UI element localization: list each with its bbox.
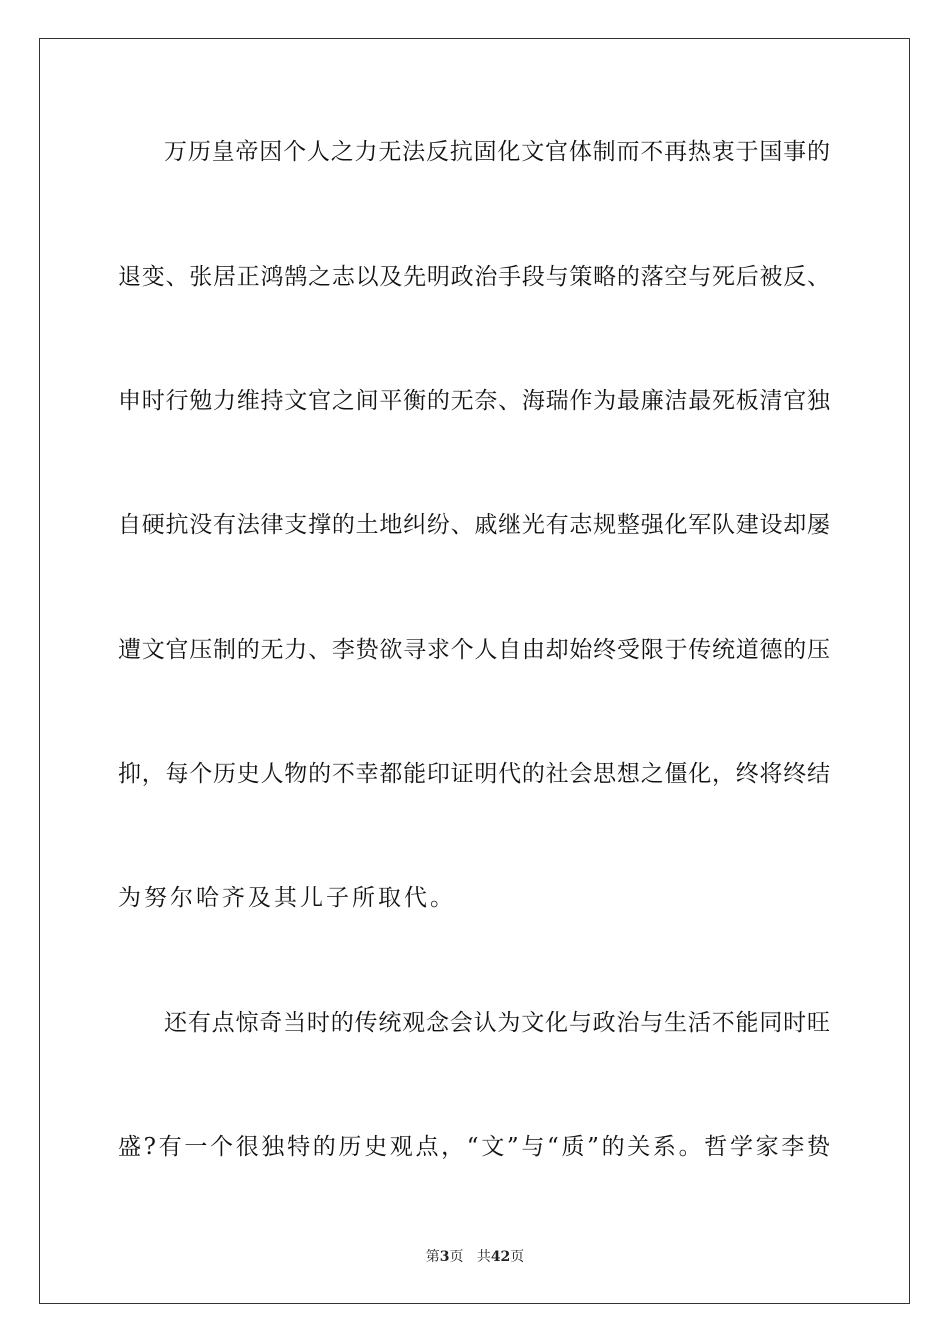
paragraph-2-line-1: 还有点惊奇当时的传统观念会认为文化与政治与生活不能同时旺 <box>164 1010 830 1036</box>
paragraph-1-line-2: 退变、张居正鸿鹄之志以及先明政治手段与策略的落空与死后被反、 <box>118 264 830 290</box>
footer-page-prefix: 第 <box>425 1249 440 1265</box>
paragraph-1-line-1: 万历皇帝因个人之力无法反抗固化文官体制而不再热衷于国事的 <box>164 139 830 165</box>
paragraph-1-line-5: 遭文官压制的无力、李贽欲寻求个人自由却始终受限于传统道德的压 <box>118 637 830 663</box>
paragraph-1-line-6: 抑，每个历史人物的不幸都能印证明代的社会思想之僵化，终将终结 <box>118 761 830 787</box>
footer-total-pages: 42 <box>490 1249 511 1265</box>
paragraph-2-line-2: 盛?有一个很独特的历史观点，“文”与“质”的关系。哲学家李贽 <box>118 1134 830 1160</box>
paragraph-1-line-7: 为努尔哈齐及其儿子所取代。 <box>118 885 456 911</box>
footer-total-suffix: 页 <box>510 1249 525 1265</box>
footer-total-prefix: 共 <box>476 1249 491 1265</box>
footer-page-suffix: 页 <box>449 1249 464 1265</box>
paragraph-1-line-4: 自硬抗没有法律支撑的土地纠纷、戚继光有志规整强化军队建设却屡 <box>118 512 830 538</box>
footer-current-page: 3 <box>439 1249 450 1265</box>
page-border <box>39 38 910 1304</box>
paragraph-1-line-3: 申时行勉力维持文官之间平衡的无奈、海瑞作为最廉洁最死板清官独 <box>118 388 830 414</box>
page-footer <box>0 1248 950 1266</box>
